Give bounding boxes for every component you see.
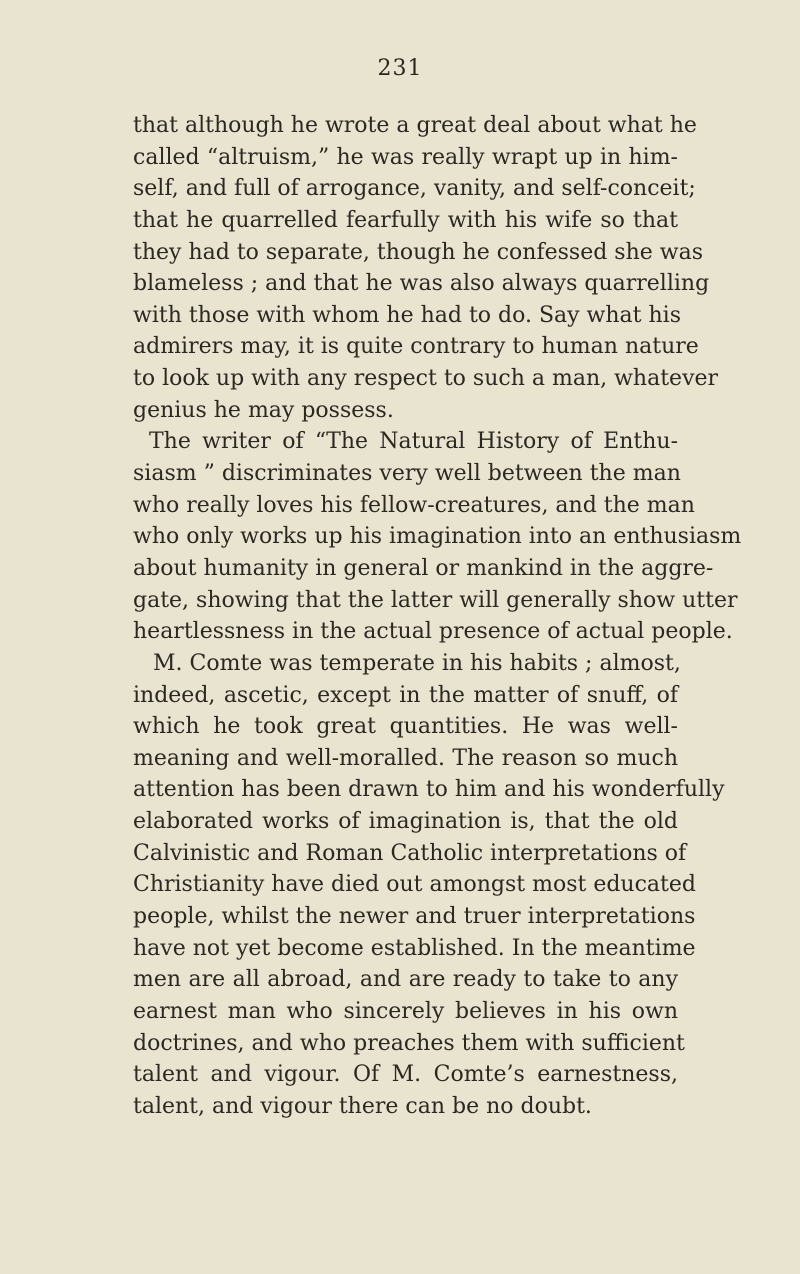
text-line: to look up with any respect to such a man, whatever bbox=[133, 366, 719, 392]
text-line: attention has been drawn to him and his wonderfully bbox=[133, 777, 725, 803]
text-line: that although he wrote a great deal about what he bbox=[133, 113, 697, 138]
text-line: Christianity have died out amongst most educated bbox=[133, 872, 696, 898]
text-line: self, and full of arrogance, vanity, and self-conceit; bbox=[133, 176, 696, 202]
text-line: The writer of “The Natural History of Enthu- bbox=[149, 429, 678, 455]
text-line: talent, and vigour there can be no doubt. bbox=[133, 1093, 592, 1119]
text-line: that he quarrelled fearfully with his wife so that bbox=[133, 207, 678, 233]
text-line: gate, showing that the latter will generally show utter bbox=[133, 587, 738, 613]
text-line: blameless ; and that he was also always quarrelling bbox=[133, 271, 710, 297]
text-line: who really loves his fellow-creatures, and the man bbox=[133, 492, 695, 518]
text-line: about humanity in general or mankind in the aggre- bbox=[133, 555, 714, 581]
text-line: talent and vigour. Of M. Comte’s earnestness, bbox=[133, 1062, 678, 1088]
text-line: have not yet become established. In the meantime bbox=[133, 935, 696, 961]
text-line: genius he may possess. bbox=[133, 397, 394, 423]
text-line: earnest man who sincerely believes in his own bbox=[133, 998, 678, 1024]
text-line: people, whilst the newer and truer interpretations bbox=[133, 904, 696, 930]
body-text bbox=[133, 110, 742, 1123]
text-line: which he took great quantities. He was well- bbox=[133, 714, 678, 740]
text-line: called “altruism,” he was really wrapt up in him- bbox=[133, 144, 678, 170]
text-line: elaborated works of imagination is, that the old bbox=[133, 809, 678, 835]
text-line: with those with whom he had to do. Say what his bbox=[133, 302, 682, 328]
text-line: meaning and well-moralled. The reason so much bbox=[133, 745, 678, 771]
text-line: who only works up his imagination into an enthusiasm bbox=[133, 524, 742, 550]
text-line: Calvinistic and Roman Catholic interpretations of bbox=[133, 840, 687, 866]
text-line: siasm ” discriminates very well between the man bbox=[133, 461, 681, 487]
page-number: 231 bbox=[377, 56, 423, 81]
text-line: heartlessness in the actual presence of actual people. bbox=[133, 619, 733, 645]
text-line: doctrines, and who preaches them with sufficient bbox=[133, 1030, 685, 1056]
text-line: men are all abroad, and are ready to take to any bbox=[133, 967, 678, 993]
text-line: admirers may, it is quite contrary to human nature bbox=[133, 334, 699, 360]
text-line: M. Comte was temperate in his habits ; almost, bbox=[153, 650, 681, 676]
text-line: indeed, ascetic, except in the matter of snuff, of bbox=[133, 682, 678, 708]
text-line: they had to separate, though he confessed she was bbox=[133, 239, 704, 265]
